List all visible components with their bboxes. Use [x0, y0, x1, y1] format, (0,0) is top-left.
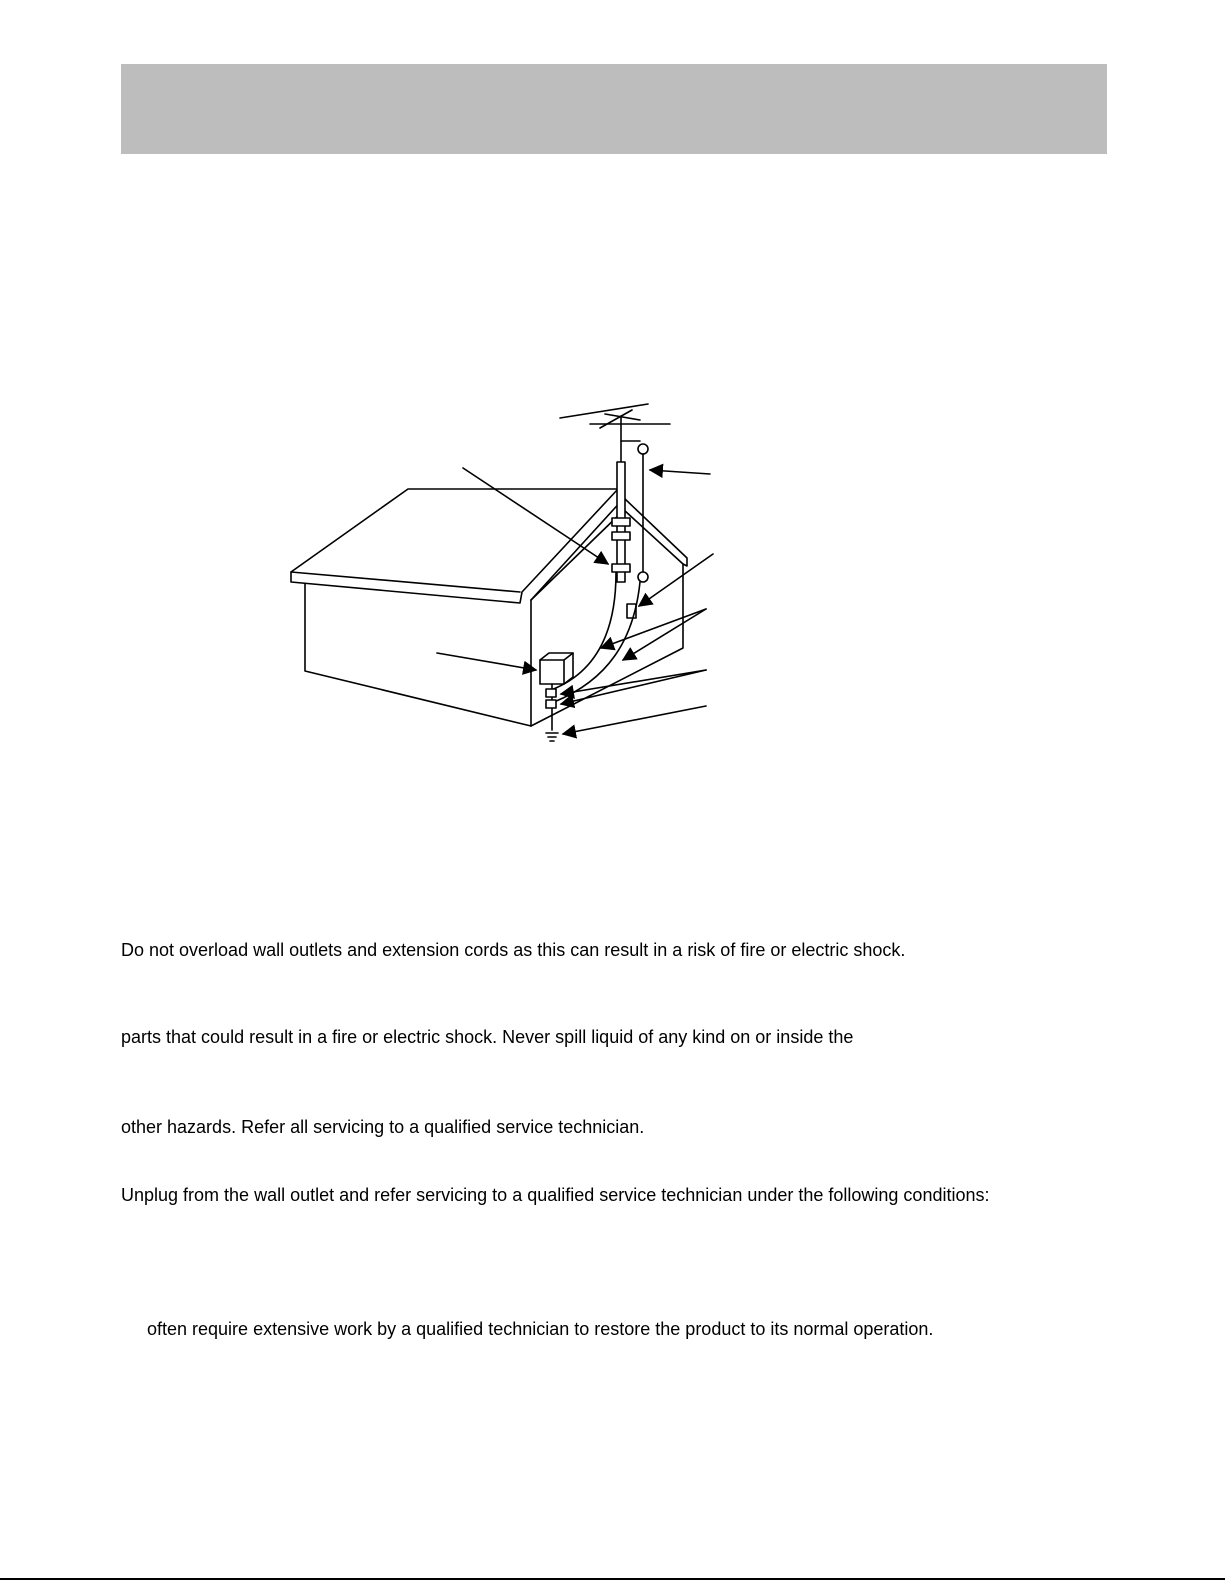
paragraph-unplug-conditions: Unplug from the wall outlet and refer servicing to a qualified service technician under the following conditions:	[121, 1185, 990, 1205]
paragraph-technician-note: often require extensive work by a qualified technician to restore the product to its normal operation.	[147, 1319, 934, 1339]
footer-rule	[0, 1578, 1225, 1580]
paragraph-overload-warning: Do not overload wall outlets and extension cords as this can result in a risk of fire or electric shock.	[121, 940, 906, 960]
paragraph-liquid-warning: parts that could result in a fire or electric shock. Never spill liquid of any kind on or inside the	[121, 1027, 854, 1047]
paragraph-servicing-note: other hazards. Refer all servicing to a qualified service technician.	[121, 1117, 645, 1137]
